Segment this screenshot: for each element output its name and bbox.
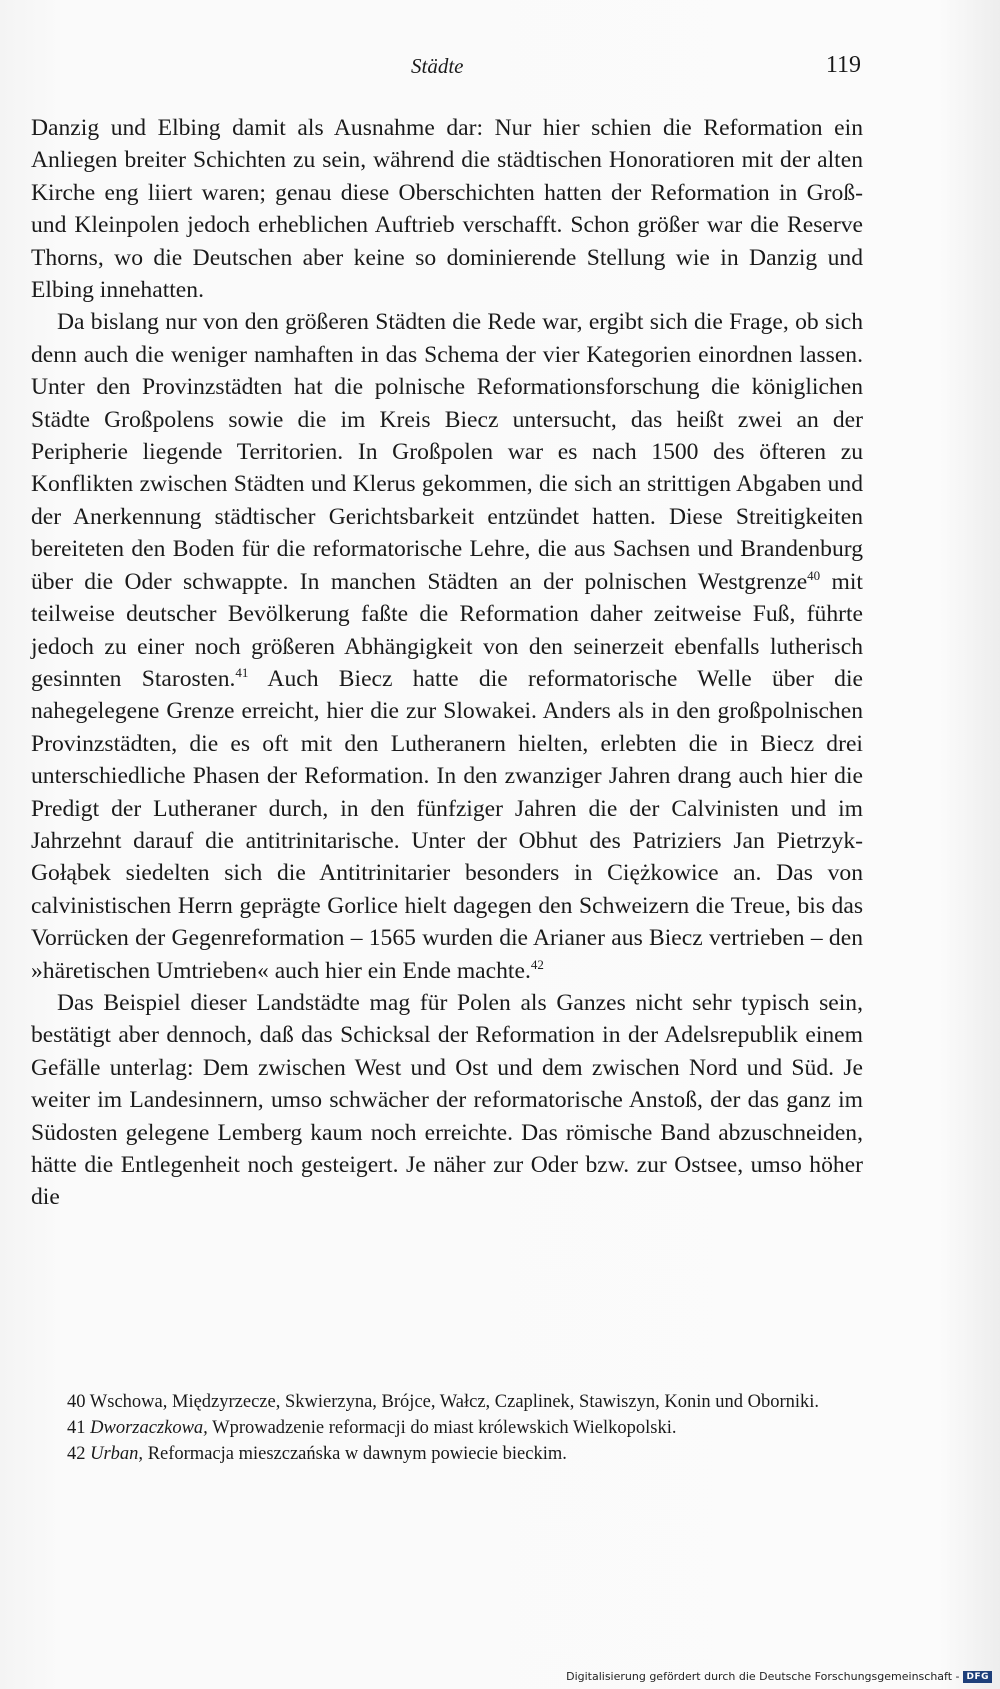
paragraph-1: Danzig und Elbing damit als Ausnahme dar: Nur hier schien die Reformation ein Anliegen breiter Schichten zu sein, während die städtischen Honoratioren mit der alten Kirche eng liiert waren; genau diese Oberschichten hatten der Reformation in Groß- und Kleinpolen jedoch erheblichen Auftrieb verschafft. Schon größer war die Reserve Thorns, wo die Deutschen aber keine so dominierende Stellung wie in Danzig und Elbing innehatten. — [31, 115, 863, 304]
footnote-author: Urban, — [90, 1444, 144, 1464]
running-head: Städte — [411, 54, 464, 78]
footnote-text: Reformacja mieszczańska w dawnym powiecie bieckim. — [143, 1444, 567, 1464]
footnote-text: Wschowa, Międzyrzecze, Skwierzyna, Brójce, Wałcz, Czaplinek, Stawiszyn, Konin und Oborniki. — [89, 1392, 820, 1412]
body-text — [31, 112, 863, 1214]
footnote-number: 41 — [67, 1418, 86, 1438]
digitization-credit — [566, 1670, 992, 1683]
footnotes — [31, 1389, 863, 1467]
paragraph-2-part-1: Da bislang nur von den größeren Städten die Rede war, ergibt sich die Frage, ob sich denn auch die weniger namhaften in das Schema der vier Kategorien einordnen lassen. Unter den Provinzstädten hat die polnische Reformationsforschung die königlichen Städte Großpolens sowie die im Kreis Biecz untersucht, das heißt zwei an der Peripherie liegende Territorien. In Großpolen war es nach 1500 des öfteren zu Konflikten zwischen Städten und Klerus gekommen, die sich an strittigen Abgaben und der Anerkennung städtischer Gerichtsbarkeit entzündet hatten. Diese Streitigkeiten bereiteten den Boden für die reformatorische Lehre, die aus Sachsen und Brandenburg über die Oder schwappte. In manchen Städten an der polnischen Westgrenze — [31, 309, 863, 595]
footnote-ref-40[interactable]: 40 — [807, 567, 821, 583]
footnote-42 — [31, 1441, 863, 1467]
footnote-number: 40 — [67, 1392, 86, 1412]
footnote-40 — [31, 1389, 863, 1415]
paragraph-2 — [31, 306, 863, 987]
paragraph-2-part-2: mit teilweise deutscher Bevölkerung faßte die Reformation daher zeitweise Fuß, führte jedoch zu einer noch größeren Abhängigkeit von den seinerzeit ebenfalls lutherisch gesinnten Starosten. — [31, 568, 863, 692]
page-number: 119 — [825, 52, 861, 78]
footnote-ref-42[interactable]: 42 — [530, 956, 544, 972]
footnote-author: Dworzaczkowa, — [90, 1418, 208, 1438]
page-header — [31, 52, 861, 86]
credit-text: Digitalisierung gefördert durch die Deutsche Forschungsgemeinschaft - — [566, 1670, 960, 1683]
dfg-logo-icon: DFG — [963, 1671, 992, 1683]
footnote-ref-41[interactable]: 41 — [235, 665, 249, 681]
paragraph-3: Das Beispiel dieser Landstädte mag für Polen als Ganzes nicht sehr typisch sein, bestätigt aber dennoch, daß das Schicksal der Reformation in der Adelsrepublik einem Gefälle unterlag: Dem zwischen West und Ost und dem zwischen Nord und Süd. Je weiter im Landesinnern, umso schwächer der reformatorische Anstoß, der das ganz im Südosten gelegene Lemberg kaum noch erreichte. Das römische Band abzuschneiden, hätte die Entlegenheit noch gesteigert. Je näher zur Oder bzw. zur Ostsee, umso höher die — [31, 989, 863, 1211]
footnote-text: Wprowadzenie reformacji do miast królewskich Wielkopolski. — [207, 1418, 677, 1438]
footnote-number: 42 — [67, 1444, 86, 1464]
footnote-41 — [31, 1415, 863, 1441]
paragraph-2-part-3: Auch Biecz hatte die reformatorische Welle über die nahegelegene Grenze erreicht, hier die zur Slowakei. Anders als in den großpolnischen Provinzstädten, die es oft mit den Lutheranern hielten, erlebten die in Biecz drei unterschiedliche Phasen der Reformation. In den zwanziger Jahren drang auch hier die Predigt der Lutheraner durch, in den fünfziger Jahren die der Calvinisten und im Jahrzehnt darauf die antitrinitarische. Unter der Obhut des Patriziers Jan Pietrzyk-Gołąbek siedelten sich die Antitrinitarier besonders in Ciężkowice an. Das von calvinistischen Herrn geprägte Gorlice hielt dagegen den Schweizern die Treue, bis das Vorrücken der Gegenreformation – 1565 wurden die Arianer aus Biecz vertrieben – den »häretischen Umtrieben« auch hier ein Ende machte. — [31, 665, 863, 984]
